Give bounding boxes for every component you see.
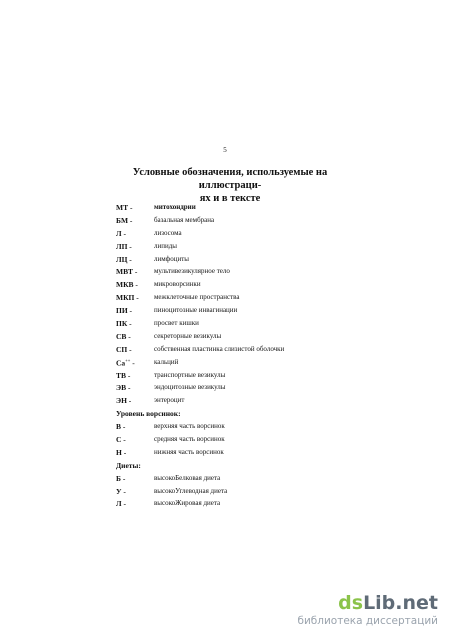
definition: мультивезикулярное тело xyxy=(154,267,230,276)
abbreviation: СП - xyxy=(116,344,132,354)
watermark-subtitle: библиотека диссертаций xyxy=(297,615,438,627)
list-item xyxy=(116,499,416,512)
list-item xyxy=(116,435,416,448)
title-line-2: ях и в тексте xyxy=(199,193,261,204)
definition: просвет кишки xyxy=(154,319,199,328)
abbreviation xyxy=(116,358,135,368)
logo-ds: ds xyxy=(338,592,364,614)
abbreviation: МКП - xyxy=(116,293,139,303)
definition: высокоУглеводная диета xyxy=(154,486,228,495)
definition: митохондрии xyxy=(154,203,196,211)
list-item xyxy=(116,216,416,229)
list-item xyxy=(116,396,416,409)
definition: секреторные везикулы xyxy=(154,331,222,340)
list-item xyxy=(116,383,416,396)
definition: энтероцит xyxy=(154,396,185,405)
list-item xyxy=(116,332,416,345)
definition: микроворсинки xyxy=(154,280,201,289)
definition: верхняя часть ворсинок xyxy=(154,422,225,431)
title-line-1: Условные обозначения, используемые на иллюстраци- xyxy=(132,167,328,191)
list-item xyxy=(116,267,416,280)
watermark xyxy=(248,592,438,628)
abbreviation: С - xyxy=(116,435,126,445)
abbreviation: ЭН - xyxy=(116,396,132,406)
list-item xyxy=(116,280,416,293)
list-item xyxy=(116,474,416,487)
list-item xyxy=(116,371,416,384)
abbreviation-list xyxy=(116,203,416,512)
abbreviation: БМ - xyxy=(116,215,133,225)
abbreviation-base: Са xyxy=(116,358,126,368)
definition: лимфоциты xyxy=(154,254,189,263)
diets-heading: Диеты: xyxy=(116,460,141,470)
list-item xyxy=(116,229,416,242)
abbreviation: Н - xyxy=(116,447,127,457)
definition: транспортные везикулы xyxy=(154,370,226,379)
definition: липиды xyxy=(154,241,177,250)
list-item xyxy=(116,345,416,358)
page-title xyxy=(110,166,350,205)
abbreviation-dash: - xyxy=(130,358,135,368)
villi-heading-row xyxy=(116,409,416,422)
list-item xyxy=(116,306,416,319)
abbreviation: ЛП - xyxy=(116,241,132,251)
definition: межклеточные пространства xyxy=(154,293,240,302)
definition: эндоцитозные везикулы xyxy=(154,383,226,392)
list-item xyxy=(116,293,416,306)
abbreviation: Б - xyxy=(116,473,126,483)
list-item xyxy=(116,358,416,371)
definition: высокоБелковая диета xyxy=(154,473,221,482)
list-item xyxy=(116,448,416,461)
list-item xyxy=(116,422,416,435)
definition: лизосома xyxy=(154,228,182,237)
abbreviation: Л - xyxy=(116,499,126,509)
list-item xyxy=(116,255,416,268)
abbreviation-superscript: ++ xyxy=(125,357,131,363)
definition: пиноцитозные инвагинации xyxy=(154,306,238,315)
abbreviation: У - xyxy=(116,486,126,496)
abbreviation: МКВ - xyxy=(116,280,138,290)
list-item xyxy=(116,203,416,216)
list-item xyxy=(116,242,416,255)
abbreviation: МВТ - xyxy=(116,267,138,277)
logo-lib: Lib.net xyxy=(363,592,438,614)
abbreviation: Л - xyxy=(116,228,126,238)
abbreviation: ПК - xyxy=(116,319,132,329)
definition: кальций xyxy=(154,357,179,366)
abbreviation: ТВ - xyxy=(116,370,131,380)
diets-heading-row xyxy=(116,461,416,474)
definition: собственная пластинка слизистой оболочки xyxy=(154,344,285,353)
abbreviation: ПИ - xyxy=(116,306,133,316)
villi-heading: Уровень ворсинок: xyxy=(116,409,181,419)
definition: средняя часть ворсинок xyxy=(154,435,225,444)
abbreviation: СВ - xyxy=(116,331,131,341)
abbreviation: В - xyxy=(116,422,126,432)
page-number: 5 xyxy=(223,146,227,154)
abbreviation: МТ - xyxy=(116,203,133,212)
abbreviation: ЛЦ - xyxy=(116,254,132,264)
dslib-logo xyxy=(338,592,438,614)
list-item xyxy=(116,319,416,332)
list-item xyxy=(116,487,416,500)
abbreviation: ЭВ - xyxy=(116,383,131,393)
definition: базальная мембрана xyxy=(154,215,215,224)
definition: нижняя часть ворсинок xyxy=(154,447,224,456)
definition: высокоЖировая диета xyxy=(154,499,221,508)
